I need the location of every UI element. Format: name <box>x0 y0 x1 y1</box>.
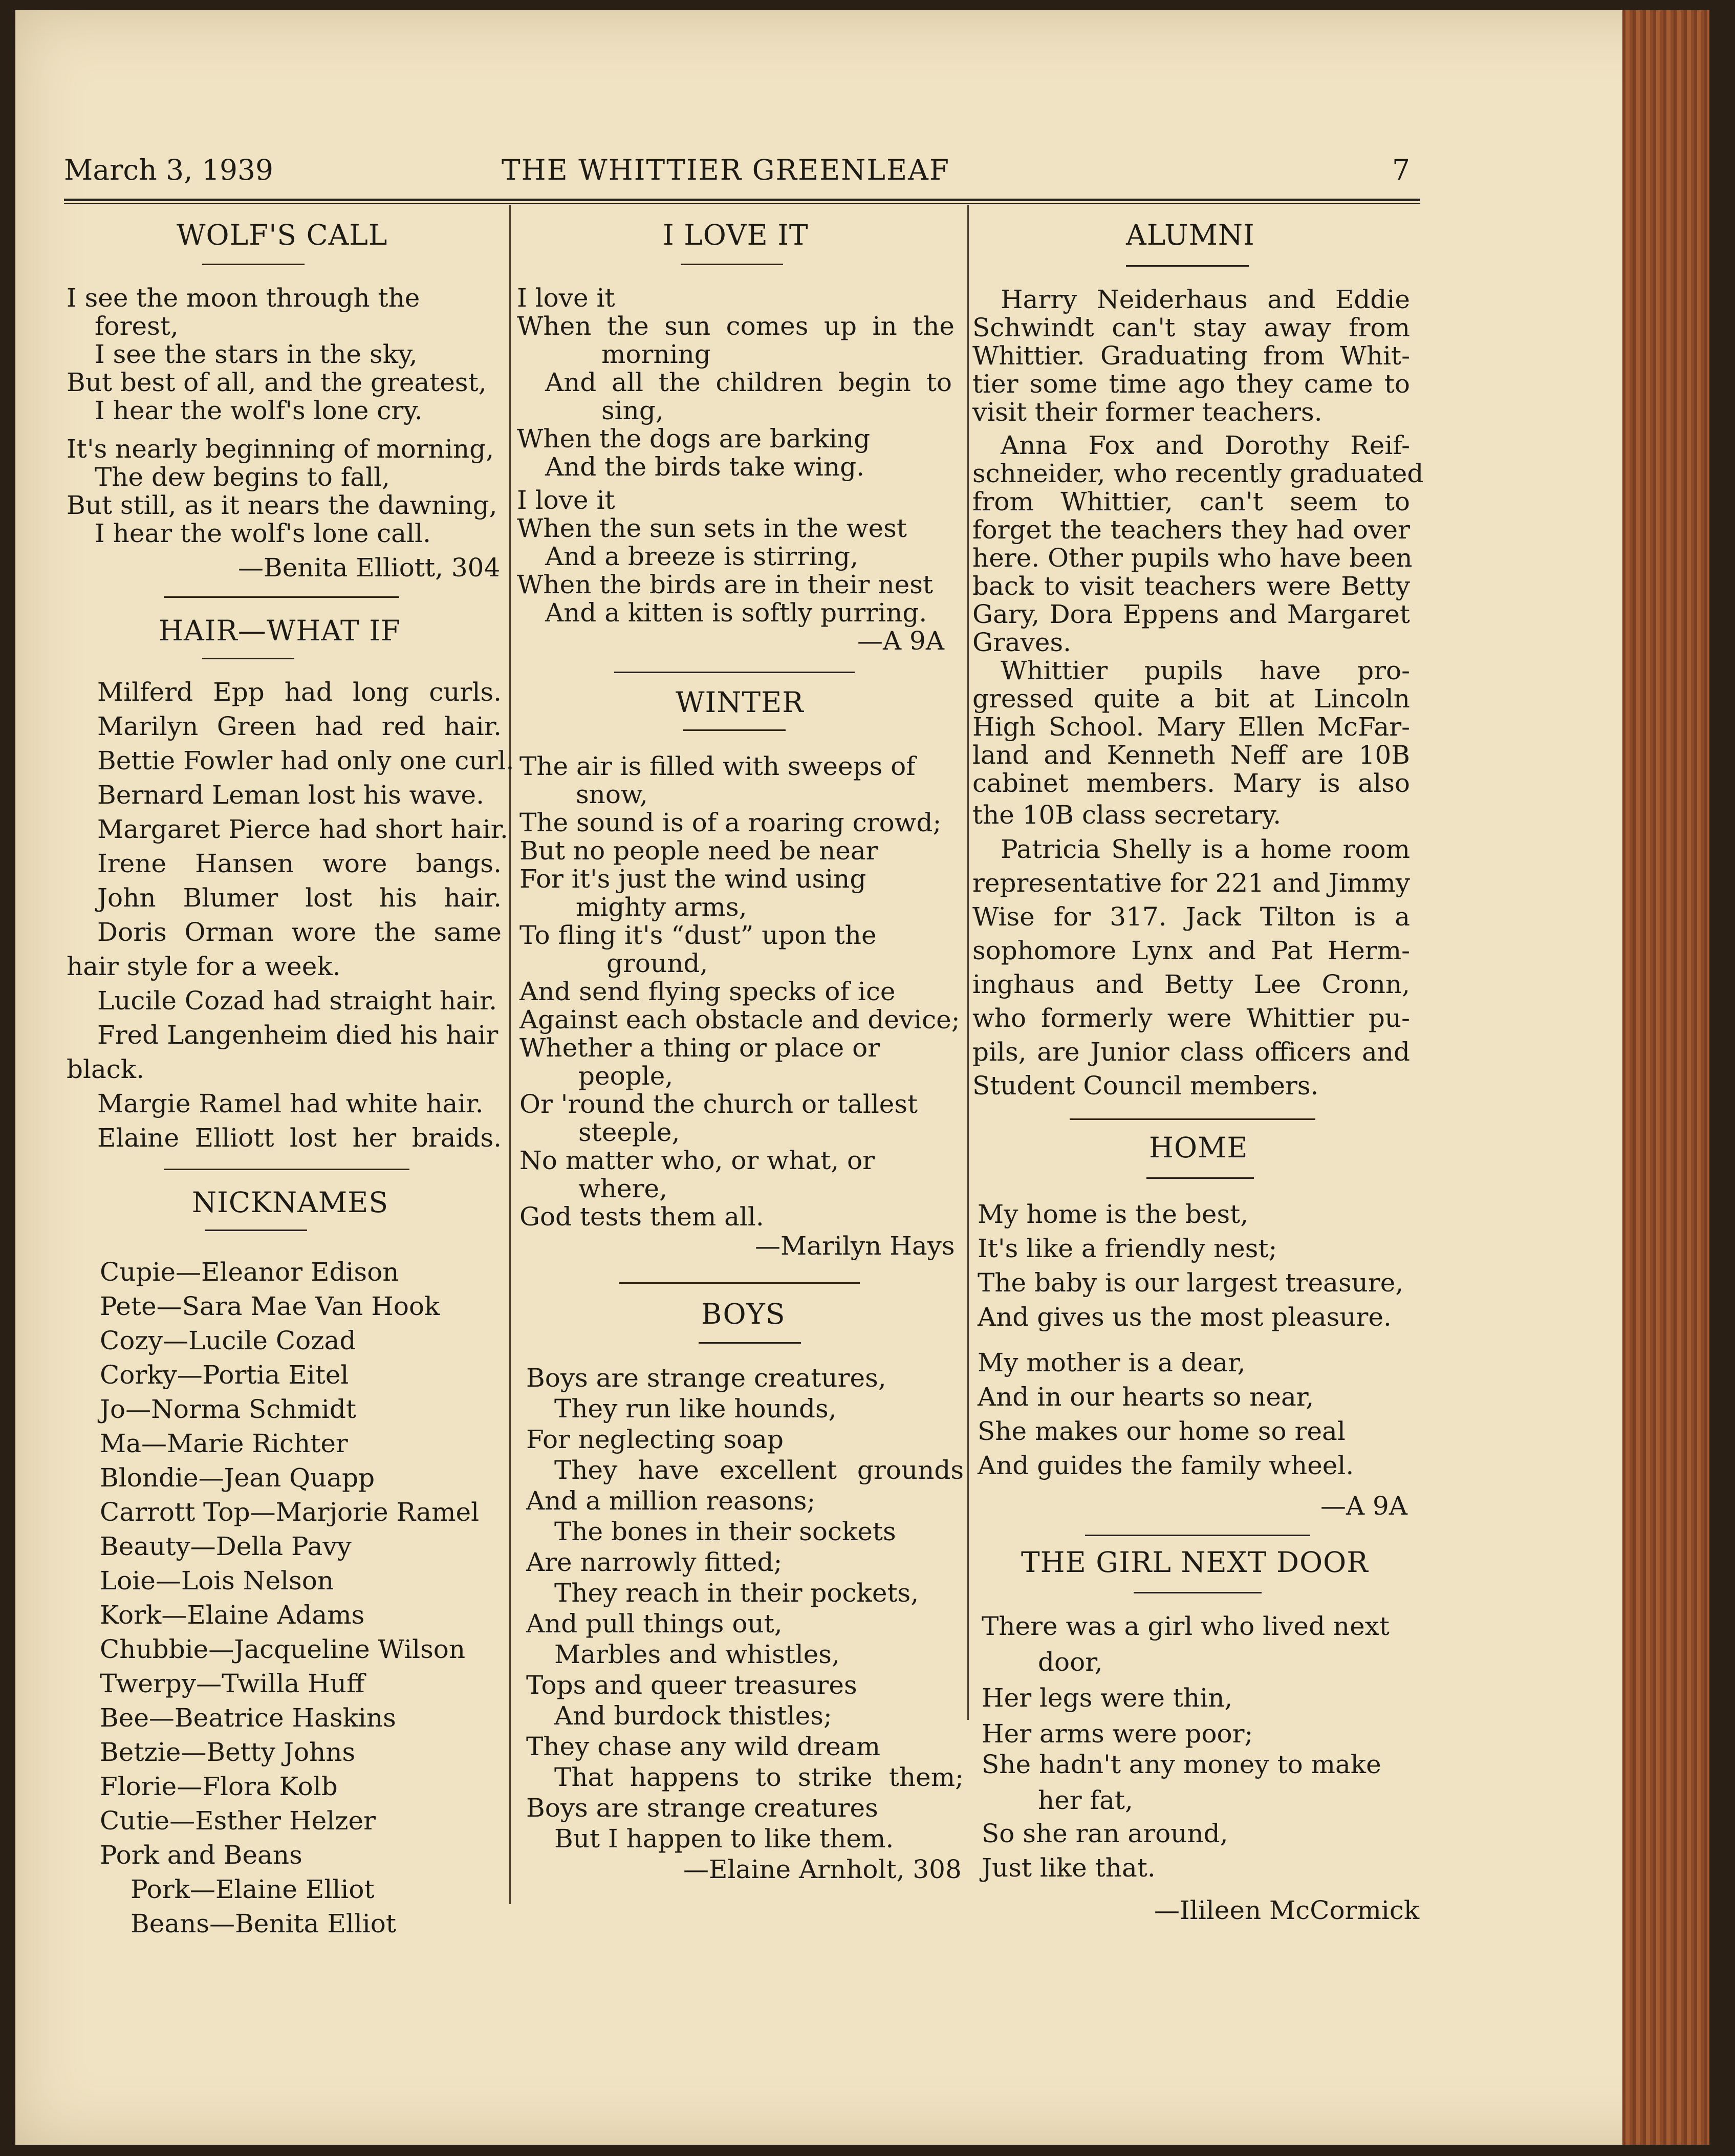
title-underline <box>1146 1177 1254 1179</box>
poem-line: It's nearly beginning of morning, <box>67 434 494 464</box>
poem-byline: —A 9A <box>857 626 944 656</box>
poem-line: mighty arms, <box>576 892 747 922</box>
poem-byline: —Elaine Arnholt, 308 <box>683 1855 962 1884</box>
poem-line: And pull things out, <box>526 1609 783 1638</box>
book-page-edges <box>1622 10 1709 2145</box>
poem-line: For neglecting soap <box>526 1425 784 1454</box>
poem-line: They reach in their pockets, <box>554 1578 919 1608</box>
nickname-line: Loie—Lois Nelson <box>100 1566 334 1596</box>
header-rule-thin <box>64 203 1420 204</box>
poem-line: And guides the family wheel. <box>978 1451 1354 1480</box>
nickname-line: Jo—Norma Schmidt <box>100 1394 356 1424</box>
poem-line: I love it <box>517 283 615 313</box>
poem-line: The sound is of a roaring crowd; <box>519 808 942 837</box>
poem-line: Lucile Cozad had straight hair. <box>97 986 497 1016</box>
section-divider <box>164 1169 409 1170</box>
title-underline <box>1126 265 1249 267</box>
poem-line: Against each obstacle and device; <box>519 1005 960 1034</box>
poem-line: I hear the wolf's lone call. <box>95 519 431 548</box>
poem-line: Or 'round the church or tallest <box>519 1089 918 1119</box>
poem-line: Just like that. <box>982 1853 1156 1883</box>
article-line: pils, are Junior class officers and <box>972 1037 1410 1067</box>
article-line: Graves. <box>972 628 1072 657</box>
nickname-line: Pork and Beans <box>100 1840 302 1870</box>
poem-line: And all the children begin to <box>545 368 952 397</box>
section-divider <box>1070 1118 1315 1120</box>
poem-line: The baby is our largest treasure, <box>978 1268 1404 1298</box>
poem-line: snow, <box>576 780 648 809</box>
poem-line: And the birds take wing. <box>545 452 865 482</box>
article-line: Schwindt can't stay away from <box>972 313 1410 342</box>
article-line: gressed quite a bit at Lincoln <box>972 684 1410 714</box>
poem-line: And a kitten is softly purring. <box>545 598 927 628</box>
nickname-line: Chubbie—Jacqueline Wilson <box>100 1634 466 1664</box>
poem-line: steeple, <box>578 1117 680 1147</box>
poem-line: To fling it's “dust” upon the <box>519 920 877 950</box>
poem-title-boys: BOYS <box>701 1298 786 1330</box>
poem-byline: —Ilileen McCormick <box>1154 1895 1420 1925</box>
article-line: who formerly were Whittier pu- <box>972 1003 1410 1033</box>
poem-line: black. <box>67 1054 145 1084</box>
poem-line: It's like a friendly nest; <box>978 1234 1277 1263</box>
poem-line: Whether a thing or place or <box>519 1033 880 1063</box>
poem-title-home: HOME <box>1149 1131 1248 1164</box>
poem-line: My mother is a dear, <box>978 1348 1246 1377</box>
poem-line: Fred Langenheim died his hair <box>97 1020 498 1050</box>
poem-line: But best of all, and the greatest, <box>67 368 487 397</box>
issue-date: March 3, 1939 <box>64 154 274 186</box>
title-underline <box>699 1342 801 1344</box>
poem-title-winter: WINTER <box>676 686 804 719</box>
article-line: sophomore Lynx and Pat Herm- <box>972 936 1410 965</box>
poem-line: Margie Ramel had white hair. <box>97 1089 484 1118</box>
title-underline <box>1134 1592 1262 1593</box>
poem-line: No matter who, or what, or <box>519 1146 875 1175</box>
poem-title-girl-next-door: THE GIRL NEXT DOOR <box>1021 1546 1369 1579</box>
section-divider <box>164 596 399 598</box>
poem-line: Elaine Elliott lost her braids. <box>97 1123 502 1153</box>
poem-line: God tests them all. <box>519 1202 764 1232</box>
article-line: representative for 221 and Jimmy <box>972 868 1410 898</box>
poem-line: And send flying specks of ice <box>519 977 896 1006</box>
article-line: Whittier pupils have pro- <box>1001 656 1410 685</box>
poem-line: And gives us the most pleasure. <box>978 1302 1392 1332</box>
article-line: visit their former teachers. <box>972 397 1322 427</box>
nickname-line: Betzie—Betty Johns <box>100 1737 356 1767</box>
article-line: schneider, who recently graduated <box>972 459 1424 488</box>
nickname-line: Bee—Beatrice Haskins <box>100 1703 396 1733</box>
poem-line: My home is the best, <box>978 1199 1249 1229</box>
poem-line: Marbles and whistles, <box>554 1640 840 1669</box>
poem-line: her fat, <box>1038 1785 1133 1815</box>
section-divider <box>614 672 855 673</box>
page-number: 7 <box>1392 154 1410 186</box>
poem-line: people, <box>578 1061 674 1091</box>
nickname-line: Beauty—Della Pavy <box>100 1532 352 1561</box>
poem-line: The dew begins to fall, <box>95 462 390 492</box>
poem-line: And a million reasons; <box>526 1486 816 1516</box>
nickname-line: Cupie—Eleanor Edison <box>100 1257 399 1287</box>
article-line: Patricia Shelly is a home room <box>1001 834 1410 864</box>
masthead: THE WHITTIER GREENLEAF <box>502 154 950 186</box>
poem-line: They chase any wild dream <box>526 1732 880 1761</box>
nickname-line: Blondie—Jean Quapp <box>100 1463 375 1493</box>
poem-line: I hear the wolf's lone cry. <box>95 396 423 425</box>
poem-line: That happens to strike them; <box>554 1762 964 1792</box>
article-title-nicknames: NICKNAMES <box>192 1186 389 1219</box>
title-underline <box>202 264 305 265</box>
article-line: inghaus and Betty Lee Cronn, <box>972 969 1410 999</box>
article-line: Wise for 317. Jack Tilton is a <box>972 902 1410 932</box>
poem-line: The bones in their sockets <box>554 1517 896 1546</box>
poem-byline: —Marilyn Hays <box>755 1231 955 1261</box>
poem-line: But no people need be near <box>519 836 878 866</box>
article-line: tier some time ago they came to <box>972 369 1410 399</box>
nickname-line: Cozy—Lucile Cozad <box>100 1326 356 1355</box>
poem-line: Boys are strange creatures <box>526 1793 878 1823</box>
poem-line: She makes our home so real <box>978 1416 1346 1446</box>
nickname-line: Cutie—Esther Helzer <box>100 1806 376 1836</box>
poem-line: But still, as it nears the dawning, <box>67 490 497 520</box>
nickname-line: Beans—Benita Elliot <box>131 1909 396 1938</box>
header-rule <box>64 199 1420 201</box>
poem-line: John Blumer lost his hair. <box>97 883 502 913</box>
poem-line: So she ran around, <box>982 1819 1228 1848</box>
column-divider-1 <box>509 205 511 1904</box>
article-line: Student Council members. <box>972 1071 1319 1101</box>
article-title-alumni: ALUMNI <box>1126 219 1255 251</box>
poem-line: I see the moon through the <box>67 283 420 313</box>
article-line: the 10B class secretary. <box>972 800 1282 830</box>
poem-line: For it's just the wind using <box>519 864 866 894</box>
poem-line: I love it <box>517 485 615 515</box>
poem-line: Margaret Pierce had short hair. <box>97 814 508 844</box>
poem-line: I see the stars in the sky, <box>95 339 418 369</box>
section-divider <box>1085 1535 1310 1536</box>
poem-line: And a breeze is stirring, <box>545 542 859 571</box>
article-line: back to visit teachers were Betty <box>972 571 1410 601</box>
poem-line: When the dogs are barking <box>517 424 871 454</box>
article-line: Harry Neiderhaus and Eddie <box>1001 285 1410 314</box>
poem-line: And burdock thistles; <box>554 1701 832 1731</box>
article-line: Anna Fox and Dorothy Reif- <box>1001 430 1410 460</box>
article-line: High School. Mary Ellen McFar- <box>972 712 1410 742</box>
title-underline <box>683 729 786 731</box>
poem-line: They run like hounds, <box>554 1394 837 1424</box>
poem-line: morning <box>601 339 711 369</box>
poem-line: Her arms were poor; <box>982 1719 1253 1749</box>
poem-line: Are narrowly fitted; <box>526 1547 783 1577</box>
title-underline <box>202 658 294 659</box>
poem-line: door, <box>1038 1647 1103 1677</box>
section-divider <box>619 1282 860 1284</box>
poem-line: The air is filled with sweeps of <box>519 751 916 781</box>
poem-title-i-love-it: I LOVE IT <box>663 219 809 251</box>
nickname-line: Pete—Sara Mae Van Hook <box>100 1291 440 1321</box>
poem-line: Bernard Leman lost his wave. <box>97 780 484 810</box>
poem-line: Irene Hansen wore bangs. <box>97 849 502 878</box>
poem-line: Her legs were thin, <box>982 1683 1233 1713</box>
article-line: from Whittier, can't seem to <box>972 487 1410 516</box>
poem-line: Marilyn Green had red hair. <box>97 712 502 741</box>
nickname-line: Ma—Marie Richter <box>100 1429 348 1458</box>
poem-title-hair-what-if: HAIR—WHAT IF <box>159 614 401 647</box>
title-underline <box>681 264 783 265</box>
article-line: forget the teachers they had over <box>972 515 1410 545</box>
poem-line: Boys are strange creatures, <box>526 1363 886 1393</box>
column-divider-2 <box>967 205 969 1720</box>
poem-byline: —A 9A <box>1320 1491 1407 1521</box>
poem-line: When the sun sets in the west <box>517 513 907 543</box>
nickname-line: Florie—Flora Kolb <box>100 1772 338 1801</box>
poem-line: Bettie Fowler had only one curl. <box>97 746 514 775</box>
poem-line: When the sun comes up in the <box>517 311 955 341</box>
poem-line: Doris Orman wore the same <box>97 917 502 947</box>
poem-line: But I happen to like them. <box>554 1824 894 1853</box>
poem-line: She hadn't any money to make <box>982 1750 1381 1779</box>
nickname-line: Corky—Portia Eitel <box>100 1360 349 1390</box>
article-line: Whittier. Graduating from Whit- <box>972 341 1410 371</box>
poem-line: There was a girl who lived next <box>982 1611 1390 1641</box>
poem-line: Milferd Epp had long curls. <box>97 677 502 707</box>
title-underline <box>205 1230 307 1231</box>
poem-line: hair style for a week. <box>67 952 341 981</box>
article-line: cabinet members. Mary is also <box>972 768 1410 798</box>
poem-line: They have excellent grounds <box>554 1455 964 1485</box>
article-line: Gary, Dora Eppens and Margaret <box>972 599 1410 629</box>
nickname-line: Pork—Elaine Elliot <box>131 1874 375 1904</box>
nickname-line: Carrott Top—Marjorie Ramel <box>100 1497 480 1527</box>
poem-byline: —Benita Elliott, 304 <box>238 553 501 583</box>
article-line: land and Kenneth Neff are 10B <box>972 740 1410 770</box>
poem-line: forest, <box>95 311 179 341</box>
poem-line: When the birds are in their nest <box>517 570 934 599</box>
poem-line: sing, <box>601 396 664 425</box>
nickname-line: Twerpy—Twilla Huff <box>100 1669 365 1698</box>
poem-line: ground, <box>606 948 708 978</box>
poem-line: Tops and queer treasures <box>526 1670 857 1700</box>
poem-line: And in our hearts so near, <box>978 1382 1314 1412</box>
nickname-line: Kork—Elaine Adams <box>100 1600 365 1630</box>
poem-title-wolfs-call: WOLF'S CALL <box>177 219 388 251</box>
poem-line: where, <box>578 1174 667 1203</box>
article-line: here. Other pupils who have been <box>972 543 1413 573</box>
